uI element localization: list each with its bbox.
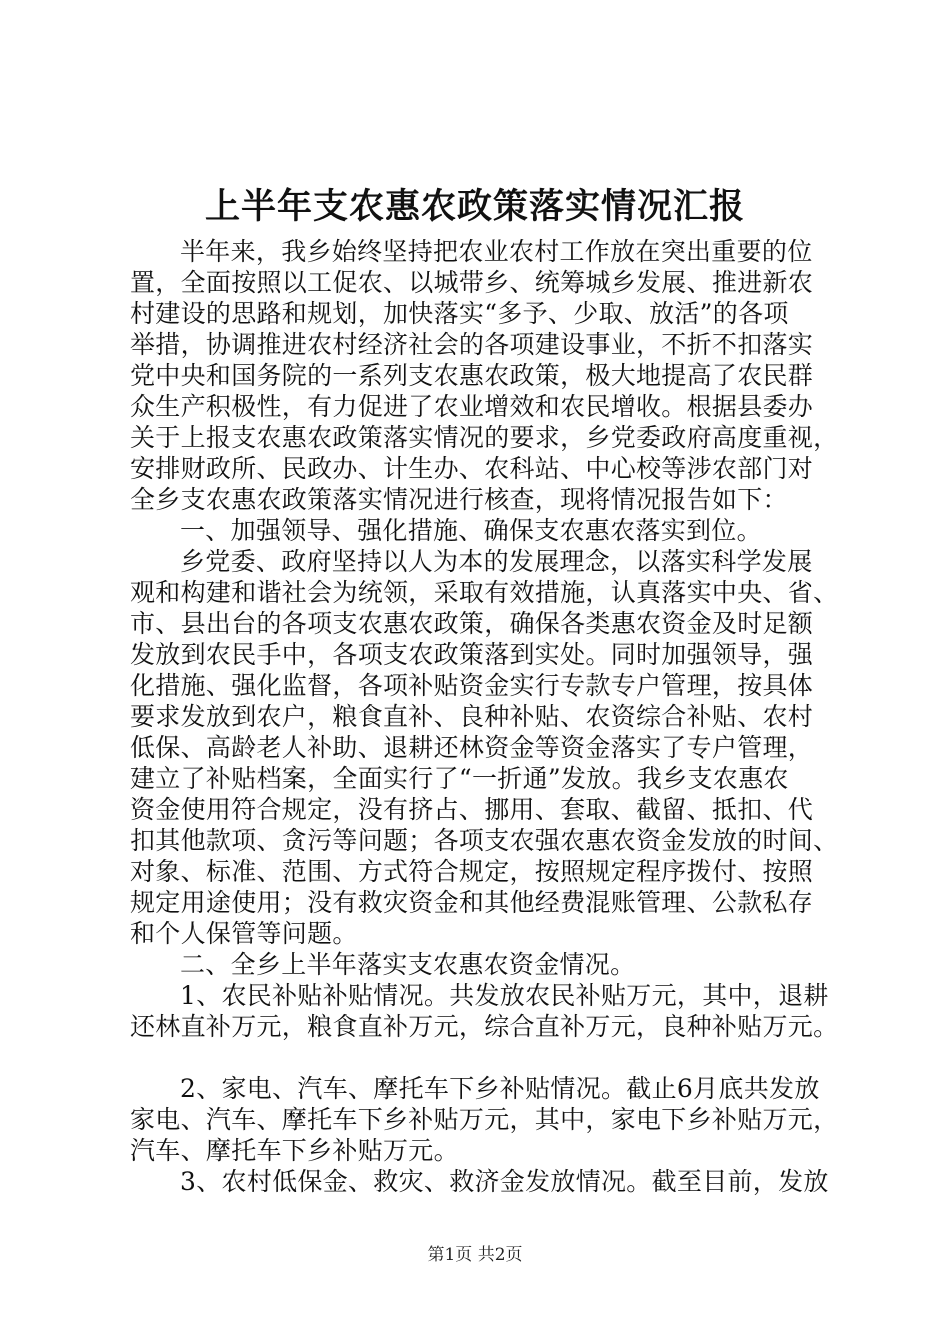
paragraph-line: 和个人保管等问题。 [130,919,358,948]
paragraph-line: 乡党委、政府坚持以人为本的发展理念，以落实科学发展 [180,547,813,576]
section-heading: 一、加强领导、强化措施、确保支农惠农落实到位。 [180,516,762,545]
paragraph-line: 发放到农民手中，各项支农政策落到实处。同时加强领导，强 [130,640,814,669]
paragraph-line: 3、农村低保金、救灾、救济金发放情况。截至目前，发放 [180,1167,829,1196]
paragraph-line: 关于上报支农惠农政策落实情况的要求，乡党委政府高度重视， [130,423,839,452]
paragraph-line: 市、县出台的各项支农惠农政策，确保各类惠农资金及时足额 [130,609,814,638]
paragraph-line: 规定用途使用；没有救灾资金和其他经费混账管理、公款私存 [130,888,814,917]
paragraph-line: 半年来，我乡始终坚持把农业农村工作放在突出重要的位 [180,237,813,266]
paragraph-line: 对象、标准、范围、方式符合规定，按照规定程序拨付、按照 [130,857,814,886]
paragraph-line: 全乡支农惠农政策落实情况进行核查，现将情况报告如下： [130,485,788,514]
document-body [130,236,839,1197]
paragraph-line: 还林直补万元，粮食直补万元，综合直补万元，良种补贴万元。 [130,1012,839,1041]
paragraph-line: 家电、汽车、摩托车下乡补贴万元，其中，家电下乡补贴万元， [130,1105,839,1134]
paragraph-line: 要求发放到农户，粮食直补、良种补贴、农资综合补贴、农村 [130,702,814,731]
paragraph-line: 置，全面按照以工促农、以城带乡、统筹城乡发展、推进新农 [130,268,814,297]
paragraph-line: 化措施、强化监督，各项补贴资金实行专款专户管理，按具体 [130,671,814,700]
paragraph-line: 众生产积极性，有力促进了农业增效和农民增收。根据县委办 [130,392,814,421]
page-footer: 第1页 共2页 [427,1245,523,1265]
paragraph-line: 汽车、摩托车下乡补贴万元。 [130,1136,459,1165]
paragraph-line: 1、农民补贴补贴情况。共发放农民补贴万元，其中，退耕 [180,981,829,1010]
paragraph-line: 村建设的思路和规划，加快落实“多予、少取、放活”的各项 [130,299,789,328]
paragraph-line: 观和构建和谐社会为统领，采取有效措施，认真落实中央、省、 [130,578,839,607]
paragraph-line: 2、家电、汽车、摩托车下乡补贴情况。截止6月底共发放 [180,1074,820,1103]
paragraph-line: 安排财政所、民政办、计生办、农科站、中心校等涉农部门对 [130,454,814,483]
document-title: 上半年支农惠农政策落实情况汇报 [204,186,745,227]
paragraph-line: 党中央和国务院的一系列支农惠农政策，极大地提高了农民群 [130,361,814,390]
paragraph-line: 低保、高龄老人补助、退耕还林资金等资金落实了专户管理， [130,733,814,762]
paragraph-line: 建立了补贴档案，全面实行了“一折通”发放。我乡支农惠农 [130,764,789,793]
blank-line [130,1042,830,1073]
paragraph-line: 扣其他款项、贪污等问题；各项支农强农惠农资金发放的时间、 [130,826,839,855]
paragraph-line: 资金使用符合规定，没有挤占、挪用、套取、截留、抵扣、代 [130,795,814,824]
section-heading: 二、全乡上半年落实支农惠农资金情况。 [180,950,636,979]
paragraph-line: 举措，协调推进农村经济社会的各项建设事业，不折不扣落实 [130,330,814,359]
